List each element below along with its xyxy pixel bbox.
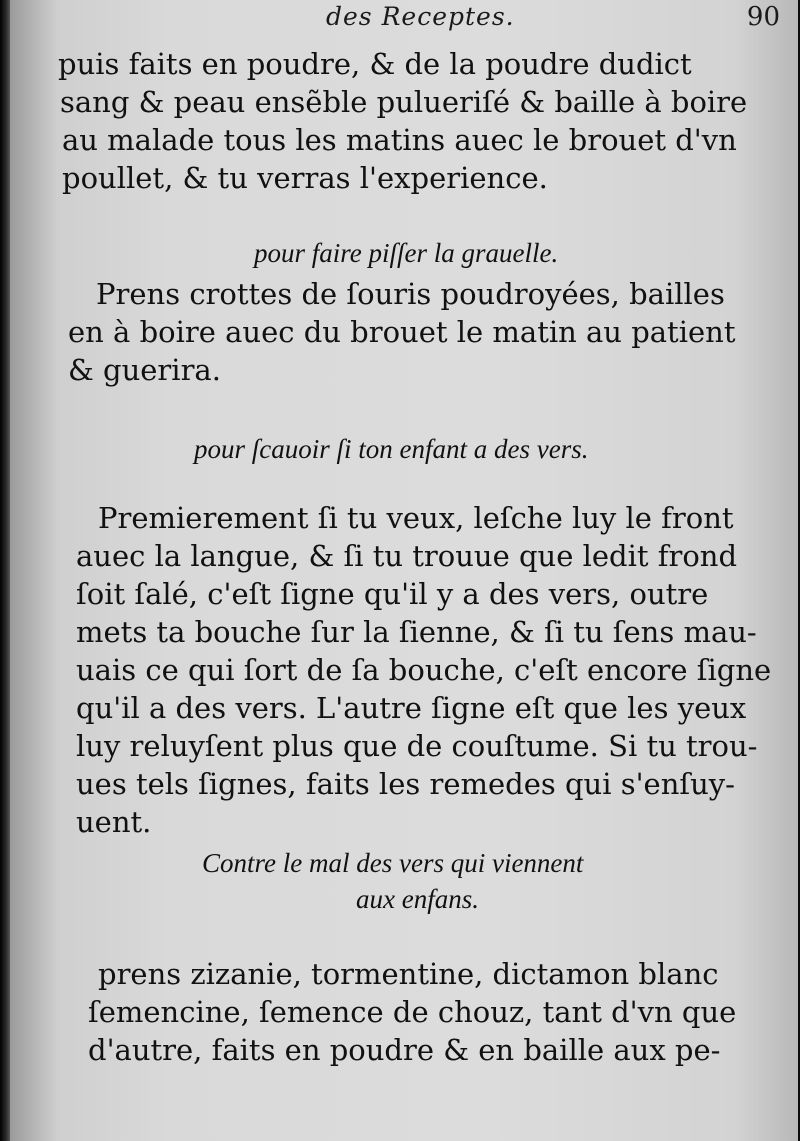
text-line: uent.	[76, 805, 152, 839]
text-line: Prens crottes de ſouris poudroyées, bailles	[96, 277, 725, 311]
page-number: 90	[746, 2, 780, 32]
text-line: poullet, & tu verras l'experience.	[62, 161, 548, 195]
text-line: uais ce qui ſort de ſa bouche, c'eſt encore ſigne	[76, 653, 772, 687]
text-line: ſoit ſalé, c'eſt ſigne qu'il y a des vers, outre	[76, 577, 709, 611]
text-line: puis faits en poudre, & de la poudre dudict	[58, 47, 692, 81]
section-heading: Contre le mal des vers qui viennent	[202, 848, 584, 878]
text-line: luy reluyſent plus que de couſtume. Si tu trou-	[76, 729, 758, 763]
text-line: & guerira.	[68, 353, 221, 387]
text-line: d'autre, faits en poudre & en baille aux pe-	[88, 1033, 721, 1067]
text-line: Premierement ſi tu veux, leſche luy le front	[98, 501, 734, 535]
section-heading: aux enfans.	[356, 884, 479, 914]
page-header	[10, 2, 798, 36]
text-line: qu'il a des vers. L'autre ſigne eſt que les yeux	[76, 691, 747, 725]
text-line: auec la langue, & ſi tu trouue que ledit frond	[76, 539, 738, 573]
text-line: mets ta bouche ſur la ſienne, & ſi tu ſens mau-	[76, 615, 757, 649]
running-head: des Receptes.	[326, 2, 515, 31]
text-line: au malade tous les matins auec le brouet d'vn	[62, 123, 737, 157]
section-heading: pour ſcauoir ſi ton enfant a des vers.	[194, 434, 589, 464]
book-page	[10, 0, 798, 1141]
text-line: ues tels ſignes, faits les remedes qui s'enſuy-	[76, 767, 735, 801]
text-line: prens zizanie, tormentine, dictamon blanc	[98, 957, 719, 991]
text-line: sang & peau ensẽble pulueriſé & baille à boire	[60, 85, 748, 119]
text-line: en à boire auec du brouet le matin au patient	[68, 315, 736, 349]
text-line: ſemencine, ſemence de chouz, tant d'vn que	[88, 995, 737, 1029]
section-heading: pour faire piſſer la grauelle.	[254, 238, 559, 268]
book-binding-shadow	[0, 0, 10, 1141]
